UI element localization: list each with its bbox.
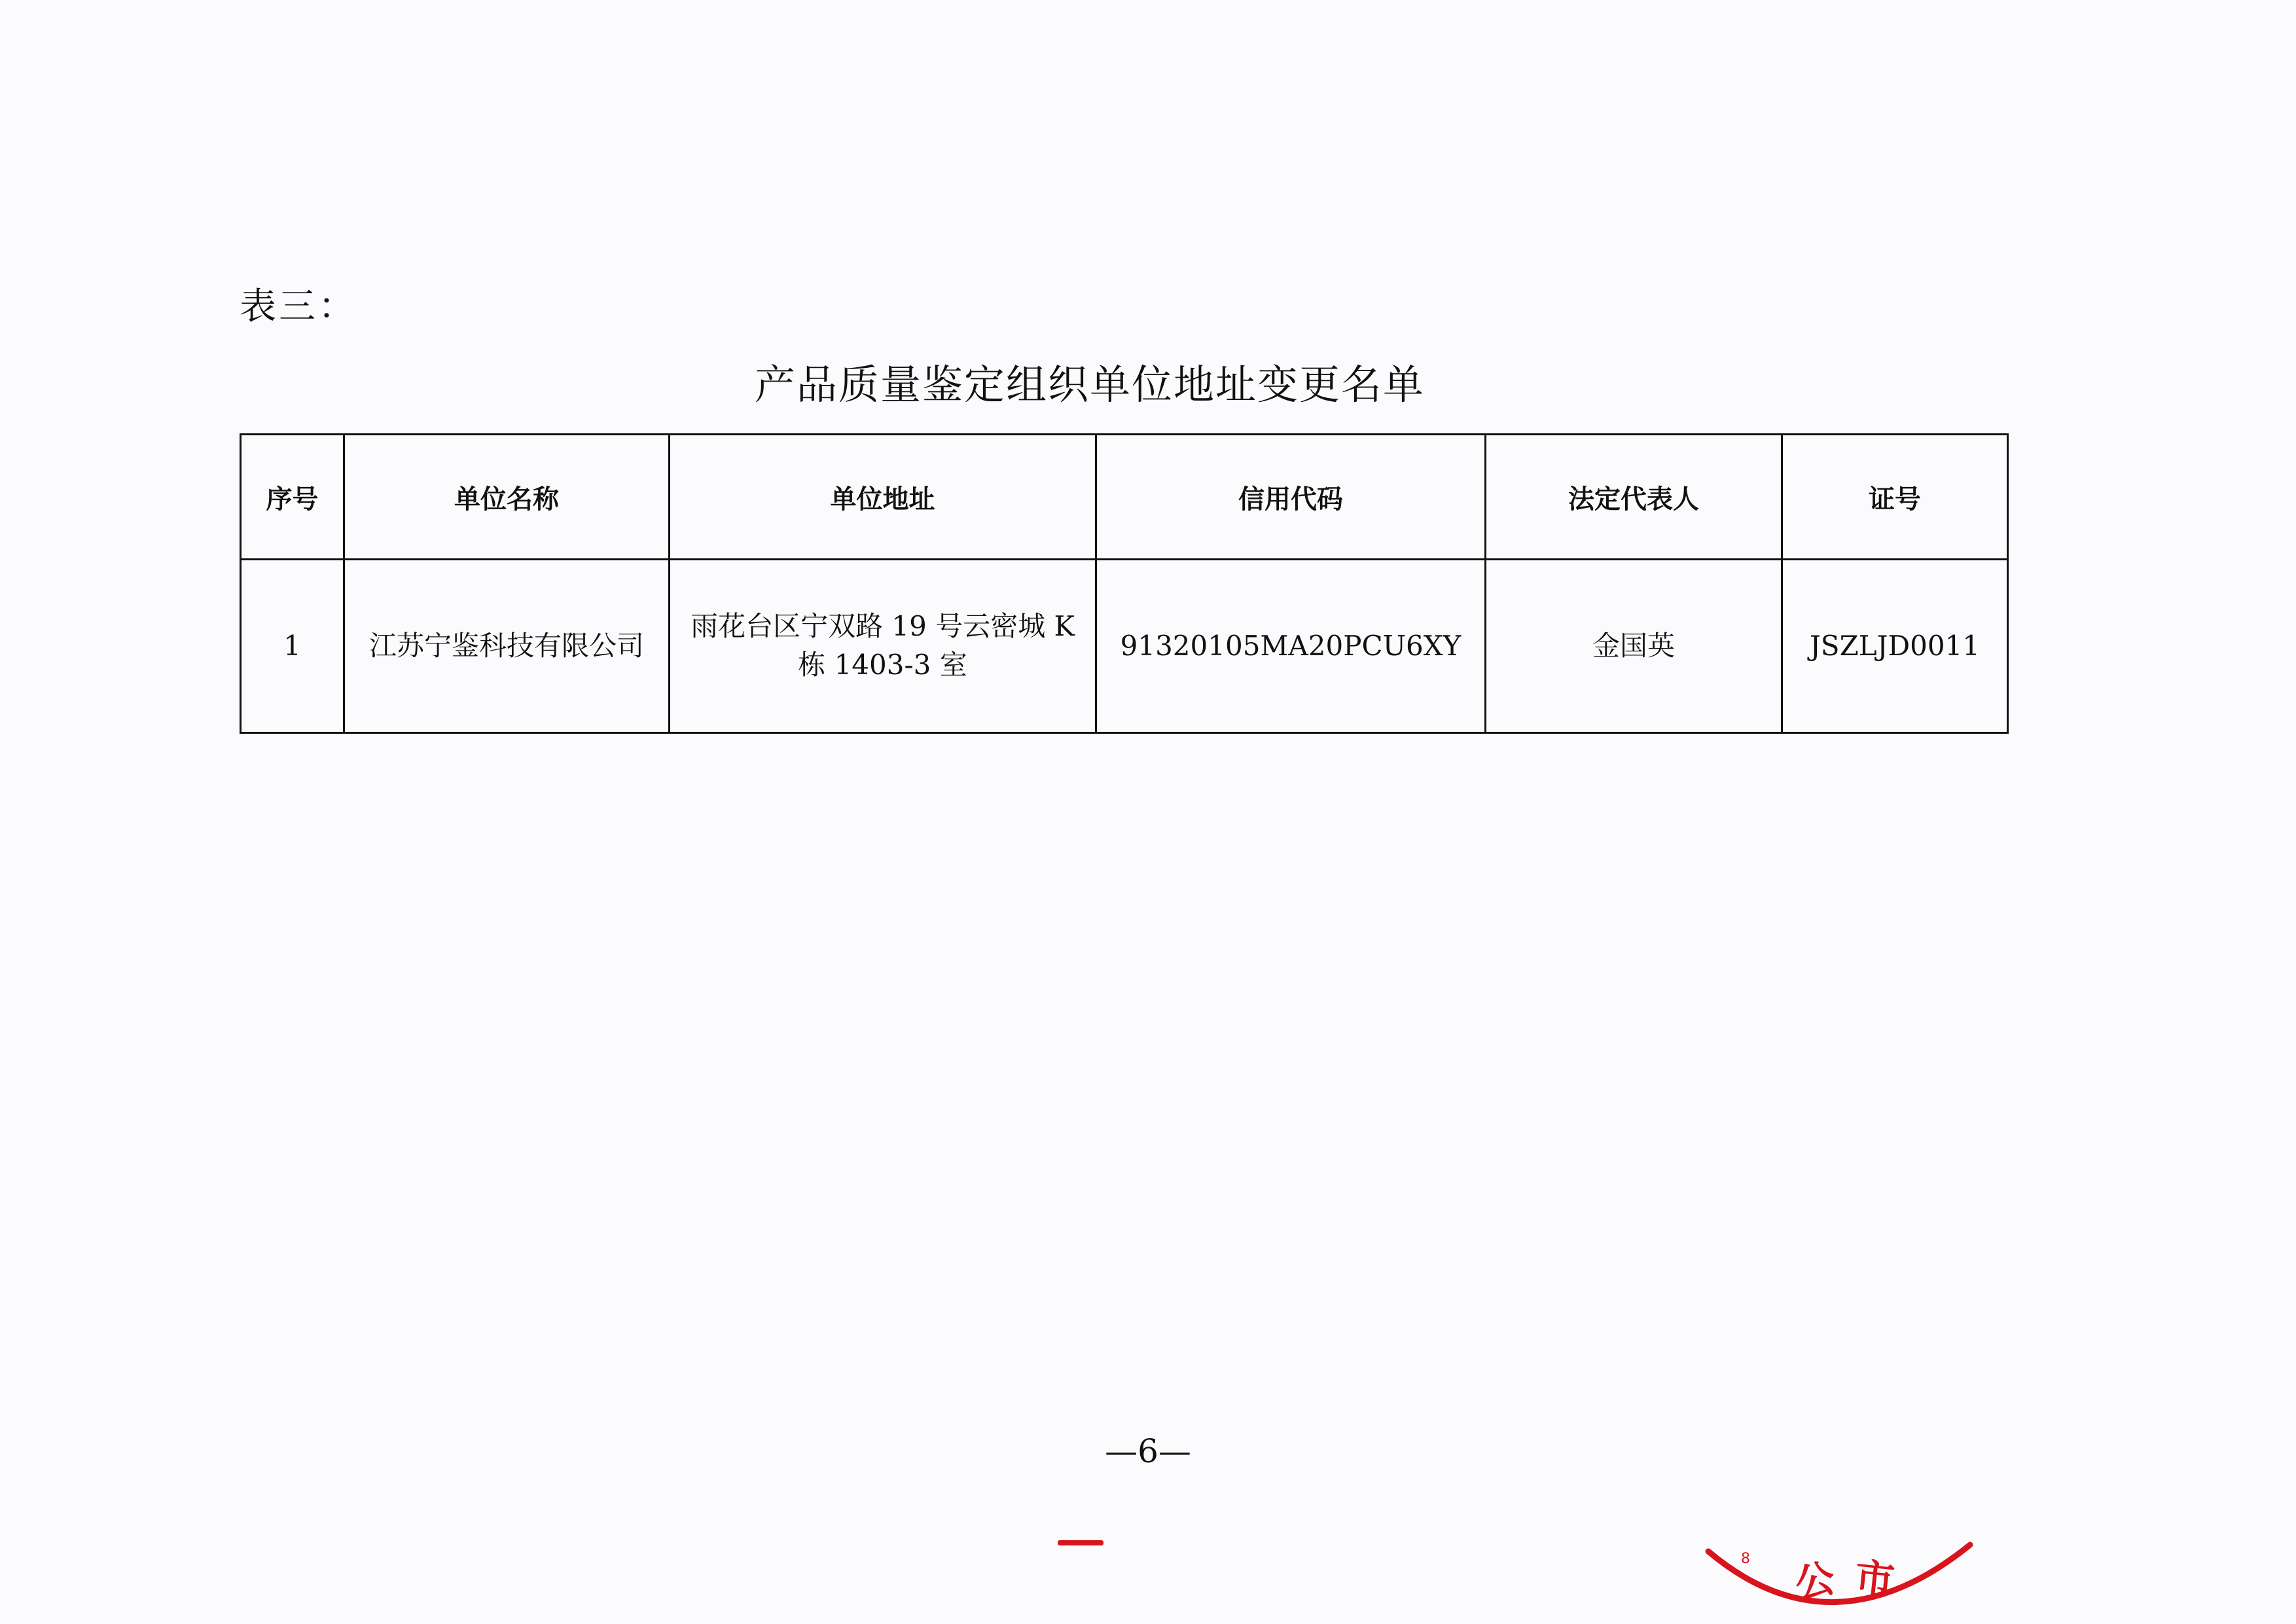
header-unit-name: 单位名称 xyxy=(344,435,670,560)
official-seal xyxy=(1702,1525,1977,1624)
table-row xyxy=(241,560,2008,733)
header-unit-address: 单位地址 xyxy=(670,435,1096,560)
organization-address-change-table xyxy=(240,433,2009,734)
cell-serial-number: 1 xyxy=(241,560,344,733)
svg-text:8: 8 xyxy=(1741,1551,1750,1567)
svg-text:市: 市 xyxy=(1852,1555,1897,1605)
document-title: 产品质量鉴定组织单位地址变更名单 xyxy=(754,361,1425,408)
header-certificate-number: 证号 xyxy=(1782,435,2008,560)
svg-text:公: 公 xyxy=(1791,1555,1839,1608)
header-credit-code: 信用代码 xyxy=(1096,435,1486,560)
cell-legal-representative: 金国英 xyxy=(1486,560,1782,733)
cell-unit-name: 江苏宁鉴科技有限公司 xyxy=(344,560,670,733)
cell-unit-address: 雨花台区宁双路 19 号云密城 K 栋 1403-3 室 xyxy=(670,560,1096,733)
page-number: —6— xyxy=(1105,1432,1191,1470)
table-label: 表三： xyxy=(240,285,357,328)
red-mark xyxy=(1058,1540,1103,1545)
header-serial-number: 序号 xyxy=(241,435,344,560)
cell-credit-code: 91320105MA20PCU6XY xyxy=(1096,560,1486,733)
header-legal-representative: 法定代表人 xyxy=(1486,435,1782,560)
table-header-row xyxy=(241,435,2008,560)
cell-certificate-number: JSZLJD0011 xyxy=(1782,560,2008,733)
